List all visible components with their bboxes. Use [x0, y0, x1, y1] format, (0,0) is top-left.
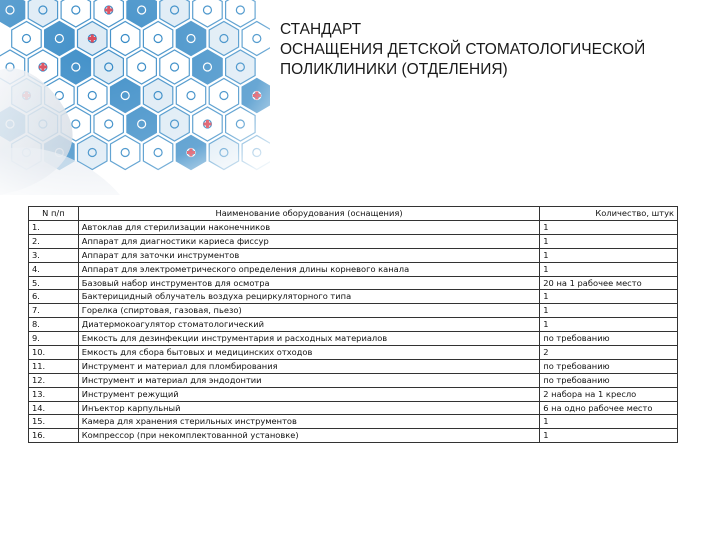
- row-quantity: 20 на 1 рабочее место: [540, 276, 678, 290]
- row-number: 11.: [29, 359, 79, 373]
- row-equipment-name: Компрессор (при некомплектованной установке): [78, 429, 539, 443]
- title-line-1: СТАНДАРТ: [280, 21, 362, 38]
- row-equipment-name: Емкость для дезинфекции инструментария и расходных материалов: [78, 332, 539, 346]
- row-equipment-name: Емкость для сбора бытовых и медицинских отходов: [78, 346, 539, 360]
- row-number: 2.: [29, 234, 79, 248]
- row-equipment-name: Камера для хранения стерильных инструментов: [78, 415, 539, 429]
- row-quantity: 1: [540, 262, 678, 276]
- table-row: [29, 415, 678, 429]
- table-row: [29, 262, 678, 276]
- header-quantity: Количество, штук: [540, 207, 678, 221]
- row-quantity: 1: [540, 415, 678, 429]
- row-number: 13.: [29, 387, 79, 401]
- table-header-row: [29, 207, 678, 221]
- row-quantity: 1: [540, 304, 678, 318]
- row-equipment-name: Инъектор карпульный: [78, 401, 539, 415]
- table-row: [29, 290, 678, 304]
- table-row: [29, 346, 678, 360]
- row-quantity: по требованию: [540, 359, 678, 373]
- row-equipment-name: Аппарат для электрометрического определения длины корневого канала: [78, 262, 539, 276]
- row-quantity: 1: [540, 221, 678, 235]
- row-equipment-name: Аппарат для диагностики кариеса фиссур: [78, 234, 539, 248]
- row-equipment-name: Базовый набор инструментов для осмотра: [78, 276, 539, 290]
- equipment-table-body: [29, 221, 678, 443]
- row-quantity: по требованию: [540, 373, 678, 387]
- row-equipment-name: Инструмент и материал для пломбирования: [78, 359, 539, 373]
- row-number: 15.: [29, 415, 79, 429]
- row-number: 8.: [29, 318, 79, 332]
- table-row: [29, 373, 678, 387]
- row-quantity: 1: [540, 290, 678, 304]
- medical-hexagon-decoration: [0, 0, 270, 195]
- row-number: 4.: [29, 262, 79, 276]
- row-quantity: 2 набора на 1 кресло: [540, 387, 678, 401]
- row-equipment-name: Автоклав для стерилизации наконечников: [78, 221, 539, 235]
- row-number: 6.: [29, 290, 79, 304]
- row-number: 9.: [29, 332, 79, 346]
- title-line-3: ПОЛИКЛИНИКИ (ОТДЕЛЕНИЯ): [280, 61, 508, 78]
- row-quantity: по требованию: [540, 332, 678, 346]
- row-quantity: 1: [540, 318, 678, 332]
- row-quantity: 1: [540, 234, 678, 248]
- row-number: 1.: [29, 221, 79, 235]
- row-number: 16.: [29, 429, 79, 443]
- table-row: [29, 429, 678, 443]
- table-row: [29, 276, 678, 290]
- row-number: 14.: [29, 401, 79, 415]
- row-number: 12.: [29, 373, 79, 387]
- table-row: [29, 359, 678, 373]
- row-number: 10.: [29, 346, 79, 360]
- header-equipment-name: Наименование оборудования (оснащения): [78, 207, 539, 221]
- row-number: 7.: [29, 304, 79, 318]
- table-row: [29, 318, 678, 332]
- header-number: N п/п: [29, 207, 79, 221]
- row-quantity: 1: [540, 429, 678, 443]
- row-equipment-name: Инструмент и материал для эндодонтии: [78, 373, 539, 387]
- row-equipment-name: Горелка (спиртовая, газовая, пьезо): [78, 304, 539, 318]
- row-number: 3.: [29, 248, 79, 262]
- table-row: [29, 221, 678, 235]
- row-equipment-name: Инструмент режущий: [78, 387, 539, 401]
- table-row: [29, 234, 678, 248]
- row-quantity: 6 на одно рабочее место: [540, 401, 678, 415]
- table-row: [29, 332, 678, 346]
- title-line-2: ОСНАЩЕНИЯ ДЕТСКОЙ СТОМАТОЛОГИЧЕСКОЙ: [280, 41, 646, 58]
- table-row: [29, 401, 678, 415]
- equipment-table: [28, 206, 678, 443]
- table-row: [29, 387, 678, 401]
- document-title: [280, 20, 645, 80]
- table-row: [29, 248, 678, 262]
- row-equipment-name: Диатермокоагулятор стоматологический: [78, 318, 539, 332]
- row-equipment-name: Аппарат для заточки инструментов: [78, 248, 539, 262]
- row-quantity: 2: [540, 346, 678, 360]
- table-row: [29, 304, 678, 318]
- row-equipment-name: Бактерицидный облучатель воздуха рециркуляторного типа: [78, 290, 539, 304]
- row-number: 5.: [29, 276, 79, 290]
- row-quantity: 1: [540, 248, 678, 262]
